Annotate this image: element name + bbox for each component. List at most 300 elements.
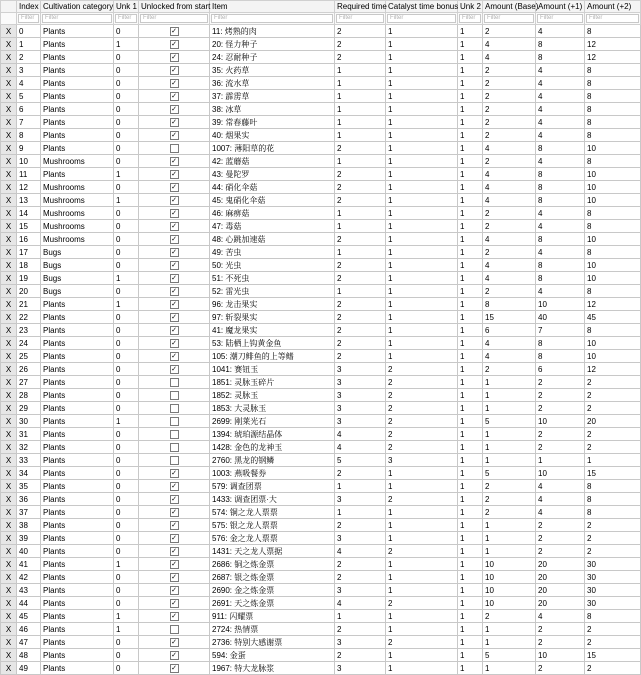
cell-unlocked-from-start[interactable] [139,428,210,441]
filter-input-amount-base[interactable]: Filter [484,14,534,23]
cell-unlocked-from-start[interactable] [139,623,210,636]
unlocked-checkbox[interactable]: ✓ [171,508,177,516]
cell-required-time[interactable]: 4 [335,597,386,610]
cell-item[interactable]: 24: 忍耐种子 [210,51,335,64]
cell-item[interactable]: 2687: 银之炼金票 [210,571,335,584]
cell-amount-plus1[interactable]: 6 [536,363,585,376]
cell-amount-plus2[interactable]: 8 [585,155,641,168]
cell-required-time[interactable]: 3 [335,376,386,389]
cell-amount-plus1[interactable]: 8 [536,168,585,181]
cell-required-time[interactable]: 3 [335,389,386,402]
cell-amount-base[interactable]: 5 [483,415,536,428]
cell-unk2[interactable]: 1 [458,545,483,558]
cell-required-time[interactable]: 1 [335,506,386,519]
cell-amount-plus2[interactable]: 10 [585,181,641,194]
cell-unk2[interactable]: 1 [458,506,483,519]
cell-cultivation-category[interactable]: Plants [41,376,114,389]
cell-unk1[interactable]: 0 [114,259,139,272]
cell-item[interactable]: 579: 调查团票 [210,480,335,493]
cell-catalyst-time-bonus[interactable]: 2 [386,402,458,415]
unlocked-checkbox[interactable]: ✓ [171,300,177,308]
cell-amount-base[interactable]: 1 [483,441,536,454]
cell-required-time[interactable]: 1 [335,480,386,493]
cell-cultivation-category[interactable]: Mushrooms [41,194,114,207]
cell-item[interactable]: 53: 陆栖上钩黄金鱼 [210,337,335,350]
cell-amount-base[interactable]: 1 [483,376,536,389]
cell-amount-plus2[interactable]: 30 [585,571,641,584]
cell-amount-base[interactable]: 8 [483,298,536,311]
unlocked-checkbox[interactable]: ✓ [171,92,177,100]
unlocked-checkbox[interactable]: ✓ [171,209,177,217]
cell-amount-base[interactable]: 2 [483,363,536,376]
delete-row-button[interactable]: X [1,597,17,610]
cell-unk1[interactable]: 0 [114,584,139,597]
delete-row-button[interactable]: X [1,155,17,168]
cell-index[interactable]: 49 [17,662,41,675]
unlocked-checkbox[interactable]: ✓ [171,40,177,48]
cell-amount-plus2[interactable]: 2 [585,402,641,415]
cell-index[interactable]: 18 [17,259,41,272]
cell-amount-base[interactable]: 2 [483,246,536,259]
cell-amount-plus1[interactable]: 4 [536,116,585,129]
delete-row-button[interactable]: X [1,545,17,558]
cell-amount-plus2[interactable]: 8 [585,220,641,233]
cell-index[interactable]: 19 [17,272,41,285]
cell-required-time[interactable]: 2 [335,311,386,324]
unlocked-checkbox[interactable]: ✓ [171,222,177,230]
unlocked-checkbox[interactable]: ✓ [171,157,177,165]
cell-amount-plus2[interactable]: 8 [585,285,641,298]
delete-row-button[interactable]: X [1,441,17,454]
cell-amount-plus1[interactable]: 8 [536,259,585,272]
cell-item[interactable]: 36: 流水草 [210,77,335,90]
cell-item[interactable]: 39: 常春藤叶 [210,116,335,129]
cell-amount-base[interactable]: 2 [483,207,536,220]
cell-unlocked-from-start[interactable] [139,584,210,597]
cell-unk2[interactable]: 1 [458,285,483,298]
cell-required-time[interactable]: 4 [335,545,386,558]
delete-row-button[interactable]: X [1,584,17,597]
cell-amount-plus1[interactable]: 2 [536,428,585,441]
cell-unk1[interactable]: 0 [114,662,139,675]
unlocked-checkbox[interactable]: ✓ [171,53,177,61]
cell-item[interactable]: 51: 不死虫 [210,272,335,285]
cell-unlocked-from-start[interactable] [139,389,210,402]
cell-catalyst-time-bonus[interactable]: 1 [386,181,458,194]
cell-unk2[interactable]: 1 [458,519,483,532]
cell-amount-plus2[interactable]: 2 [585,519,641,532]
cell-amount-base[interactable]: 4 [483,181,536,194]
unlocked-checkbox[interactable]: ✓ [171,248,177,256]
cell-cultivation-category[interactable]: Plants [41,558,114,571]
delete-row-button[interactable]: X [1,233,17,246]
cell-amount-base[interactable]: 4 [483,233,536,246]
cell-amount-plus2[interactable]: 8 [585,116,641,129]
cell-index[interactable]: 34 [17,467,41,480]
cell-amount-plus2[interactable]: 8 [585,246,641,259]
cell-item[interactable]: 1853: 大灵脉玉 [210,402,335,415]
delete-row-button[interactable]: X [1,493,17,506]
cell-amount-plus2[interactable]: 20 [585,415,641,428]
cell-unk2[interactable]: 1 [458,402,483,415]
cell-amount-base[interactable]: 10 [483,558,536,571]
cell-amount-base[interactable]: 1 [483,623,536,636]
cell-catalyst-time-bonus[interactable]: 2 [386,363,458,376]
cell-catalyst-time-bonus[interactable]: 1 [386,38,458,51]
cell-required-time[interactable]: 1 [335,155,386,168]
cell-cultivation-category[interactable]: Plants [41,142,114,155]
cell-required-time[interactable]: 3 [335,584,386,597]
cell-index[interactable]: 15 [17,220,41,233]
filter-input-unlocked-from-start[interactable]: Filter [140,14,208,23]
cell-unk2[interactable]: 1 [458,610,483,623]
column-header-required-time[interactable]: Required time [335,1,386,13]
cell-amount-plus2[interactable]: 30 [585,558,641,571]
cell-amount-base[interactable]: 4 [483,142,536,155]
cell-index[interactable]: 3 [17,64,41,77]
cell-amount-plus2[interactable]: 2 [585,623,641,636]
cell-unk2[interactable]: 1 [458,480,483,493]
cell-index[interactable]: 16 [17,233,41,246]
cell-item[interactable]: 45: 鬼硝化伞菇 [210,194,335,207]
delete-row-button[interactable]: X [1,90,17,103]
cell-unk2[interactable]: 1 [458,142,483,155]
cell-cultivation-category[interactable]: Mushrooms [41,181,114,194]
delete-row-button[interactable]: X [1,467,17,480]
delete-row-button[interactable]: X [1,623,17,636]
cell-unk2[interactable]: 1 [458,376,483,389]
cell-cultivation-category[interactable]: Mushrooms [41,155,114,168]
cell-amount-plus1[interactable]: 10 [536,649,585,662]
cell-unk2[interactable]: 1 [458,259,483,272]
column-header-item[interactable]: Item [210,1,335,13]
cell-unk2[interactable]: 1 [458,350,483,363]
unlocked-checkbox[interactable]: ✓ [171,326,177,334]
delete-row-button[interactable]: X [1,25,17,38]
cell-index[interactable]: 35 [17,480,41,493]
cell-unlocked-from-start[interactable] [139,506,210,519]
cell-index[interactable]: 30 [17,415,41,428]
cell-amount-plus2[interactable]: 8 [585,77,641,90]
cell-index[interactable]: 11 [17,168,41,181]
cell-index[interactable]: 41 [17,558,41,571]
cell-amount-plus2[interactable]: 8 [585,103,641,116]
cell-unk2[interactable]: 1 [458,77,483,90]
cell-cultivation-category[interactable]: Mushrooms [41,207,114,220]
unlocked-checkbox[interactable] [170,430,179,439]
cell-unk1[interactable]: 1 [114,298,139,311]
unlocked-checkbox[interactable]: ✓ [171,66,177,74]
cell-cultivation-category[interactable]: Plants [41,168,114,181]
cell-cultivation-category[interactable]: Plants [41,428,114,441]
cell-index[interactable]: 31 [17,428,41,441]
cell-cultivation-category[interactable]: Bugs [41,246,114,259]
cell-amount-plus1[interactable]: 4 [536,207,585,220]
cell-unk1[interactable]: 0 [114,129,139,142]
cell-unlocked-from-start[interactable] [139,441,210,454]
delete-row-button[interactable]: X [1,181,17,194]
cell-required-time[interactable]: 1 [335,129,386,142]
cell-unk1[interactable]: 0 [114,64,139,77]
filter-input-amount-plus1[interactable]: Filter [537,14,583,23]
cell-amount-base[interactable]: 4 [483,272,536,285]
cell-amount-plus1[interactable]: 4 [536,285,585,298]
cell-item[interactable]: 44: 硝化伞菇 [210,181,335,194]
unlocked-checkbox[interactable] [170,144,179,153]
delete-row-button[interactable]: X [1,311,17,324]
cell-amount-plus1[interactable]: 2 [536,636,585,649]
cell-catalyst-time-bonus[interactable]: 2 [386,493,458,506]
unlocked-checkbox[interactable]: ✓ [171,599,177,607]
cell-unlocked-from-start[interactable] [139,298,210,311]
filter-input-catalyst-time-bonus[interactable]: Filter [387,14,456,23]
cell-unlocked-from-start[interactable] [139,207,210,220]
cell-amount-plus2[interactable]: 8 [585,506,641,519]
cell-index[interactable]: 45 [17,610,41,623]
cell-unlocked-from-start[interactable] [139,467,210,480]
unlocked-checkbox[interactable] [170,404,179,413]
cell-cultivation-category[interactable]: Plants [41,38,114,51]
cell-amount-base[interactable]: 2 [483,103,536,116]
cell-item[interactable]: 96: 龙击果实 [210,298,335,311]
cell-catalyst-time-bonus[interactable]: 1 [386,233,458,246]
cell-item[interactable]: 1851: 灵脉玉碎片 [210,376,335,389]
cell-item[interactable]: 46: 麻痹菇 [210,207,335,220]
cell-catalyst-time-bonus[interactable]: 1 [386,519,458,532]
cell-catalyst-time-bonus[interactable]: 1 [386,168,458,181]
cell-unk1[interactable]: 0 [114,506,139,519]
cell-unk2[interactable]: 1 [458,649,483,662]
cell-amount-base[interactable]: 2 [483,493,536,506]
cell-cultivation-category[interactable]: Plants [41,103,114,116]
cell-amount-plus1[interactable]: 20 [536,584,585,597]
cell-unk1[interactable]: 0 [114,363,139,376]
cell-item[interactable]: 50: 光虫 [210,259,335,272]
unlocked-checkbox[interactable]: ✓ [171,274,177,282]
cell-amount-plus2[interactable]: 2 [585,662,641,675]
cell-unlocked-from-start[interactable] [139,545,210,558]
cell-index[interactable]: 24 [17,337,41,350]
cell-required-time[interactable]: 3 [335,402,386,415]
delete-row-button[interactable]: X [1,376,17,389]
cell-cultivation-category[interactable]: Plants [41,324,114,337]
cell-unk1[interactable]: 0 [114,454,139,467]
cell-item[interactable]: 1007: 薄阳草的花 [210,142,335,155]
cell-amount-plus1[interactable]: 4 [536,506,585,519]
cell-item[interactable]: 35: 火药草 [210,64,335,77]
unlocked-checkbox[interactable] [170,625,179,634]
cell-item[interactable]: 2690: 金之炼金票 [210,584,335,597]
cell-unk2[interactable]: 1 [458,571,483,584]
cell-required-time[interactable]: 2 [335,571,386,584]
cell-unk1[interactable]: 1 [114,415,139,428]
cell-item[interactable]: 2691: 天之炼金票 [210,597,335,610]
cell-amount-plus1[interactable]: 20 [536,597,585,610]
cell-cultivation-category[interactable]: Mushrooms [41,233,114,246]
cell-unlocked-from-start[interactable] [139,493,210,506]
cell-index[interactable]: 44 [17,597,41,610]
cell-catalyst-time-bonus[interactable]: 1 [386,532,458,545]
cell-catalyst-time-bonus[interactable]: 1 [386,649,458,662]
cell-required-time[interactable]: 1 [335,64,386,77]
cell-amount-plus1[interactable]: 4 [536,64,585,77]
cell-item[interactable]: 47: 毒菇 [210,220,335,233]
unlocked-checkbox[interactable]: ✓ [171,469,177,477]
cell-catalyst-time-bonus[interactable]: 1 [386,467,458,480]
column-header-amount-plus1[interactable]: Amount (+1) [536,1,585,13]
cell-amount-plus2[interactable]: 10 [585,337,641,350]
unlocked-checkbox[interactable]: ✓ [171,313,177,321]
unlocked-checkbox[interactable]: ✓ [171,547,177,555]
cell-item[interactable]: 11: 烤熟的肉 [210,25,335,38]
cell-cultivation-category[interactable]: Plants [41,571,114,584]
cell-unk2[interactable]: 1 [458,90,483,103]
cell-unk2[interactable]: 1 [458,324,483,337]
cell-amount-base[interactable]: 2 [483,610,536,623]
cell-required-time[interactable]: 2 [335,324,386,337]
cell-amount-plus1[interactable]: 2 [536,441,585,454]
cell-unlocked-from-start[interactable] [139,220,210,233]
cell-amount-plus2[interactable]: 2 [585,636,641,649]
cell-amount-base[interactable]: 10 [483,584,536,597]
cell-unlocked-from-start[interactable] [139,311,210,324]
unlocked-checkbox[interactable]: ✓ [171,482,177,490]
cell-item[interactable]: 575: 银之龙人票票 [210,519,335,532]
cell-amount-plus1[interactable]: 8 [536,272,585,285]
column-header-unk1[interactable]: Unk 1 [114,1,139,13]
cell-amount-plus1[interactable]: 8 [536,233,585,246]
cell-unk2[interactable]: 1 [458,441,483,454]
cell-amount-base[interactable]: 4 [483,337,536,350]
unlocked-checkbox[interactable]: ✓ [171,573,177,581]
delete-row-button[interactable]: X [1,285,17,298]
cell-catalyst-time-bonus[interactable]: 2 [386,415,458,428]
cell-required-time[interactable]: 1 [335,220,386,233]
cell-unlocked-from-start[interactable] [139,194,210,207]
cell-item[interactable]: 42: 蓝蘑菇 [210,155,335,168]
unlocked-checkbox[interactable]: ✓ [171,534,177,542]
cell-catalyst-time-bonus[interactable]: 3 [386,454,458,467]
cell-unk1[interactable]: 0 [114,597,139,610]
cell-unk2[interactable]: 1 [458,181,483,194]
cell-index[interactable]: 27 [17,376,41,389]
cell-amount-plus2[interactable]: 8 [585,25,641,38]
cell-unk1[interactable]: 0 [114,311,139,324]
cell-unk1[interactable]: 0 [114,246,139,259]
cell-amount-plus2[interactable]: 30 [585,597,641,610]
cell-catalyst-time-bonus[interactable]: 1 [386,350,458,363]
cell-unk2[interactable]: 1 [458,493,483,506]
cell-required-time[interactable]: 1 [335,90,386,103]
cell-unlocked-from-start[interactable] [139,610,210,623]
cell-catalyst-time-bonus[interactable]: 1 [386,51,458,64]
cell-cultivation-category[interactable]: Plants [41,467,114,480]
cell-catalyst-time-bonus[interactable]: 1 [386,324,458,337]
cell-amount-plus2[interactable]: 10 [585,142,641,155]
cell-item[interactable]: 52: 雷光虫 [210,285,335,298]
cell-amount-plus2[interactable]: 1 [585,454,641,467]
delete-row-button[interactable]: X [1,610,17,623]
cell-index[interactable]: 48 [17,649,41,662]
cell-amount-base[interactable]: 1 [483,389,536,402]
cell-cultivation-category[interactable]: Plants [41,662,114,675]
cell-unk2[interactable]: 1 [458,155,483,168]
cell-unk1[interactable]: 0 [114,428,139,441]
cell-cultivation-category[interactable]: Plants [41,415,114,428]
cell-catalyst-time-bonus[interactable]: 1 [386,142,458,155]
cell-cultivation-category[interactable]: Plants [41,623,114,636]
cell-amount-plus1[interactable]: 8 [536,51,585,64]
cell-required-time[interactable]: 2 [335,142,386,155]
unlocked-checkbox[interactable] [170,417,179,426]
cell-cultivation-category[interactable]: Plants [41,311,114,324]
cell-unlocked-from-start[interactable] [139,324,210,337]
unlocked-checkbox[interactable]: ✓ [171,170,177,178]
cell-amount-base[interactable]: 5 [483,649,536,662]
cell-catalyst-time-bonus[interactable]: 2 [386,545,458,558]
cell-unlocked-from-start[interactable] [139,246,210,259]
unlocked-checkbox[interactable] [170,391,179,400]
unlocked-checkbox[interactable] [170,378,179,387]
cell-cultivation-category[interactable]: Plants [41,545,114,558]
cell-unk1[interactable]: 1 [114,558,139,571]
cell-unlocked-from-start[interactable] [139,571,210,584]
cell-item[interactable]: 576: 金之龙人票票 [210,532,335,545]
cell-cultivation-category[interactable]: Plants [41,649,114,662]
cell-unk1[interactable]: 0 [114,532,139,545]
cell-index[interactable]: 17 [17,246,41,259]
cell-required-time[interactable]: 2 [335,51,386,64]
cell-index[interactable]: 4 [17,77,41,90]
cell-catalyst-time-bonus[interactable]: 2 [386,428,458,441]
cell-amount-base[interactable]: 2 [483,220,536,233]
cell-index[interactable]: 5 [17,90,41,103]
cell-catalyst-time-bonus[interactable]: 2 [386,376,458,389]
cell-unlocked-from-start[interactable] [139,558,210,571]
unlocked-checkbox[interactable]: ✓ [171,287,177,295]
cell-catalyst-time-bonus[interactable]: 1 [386,584,458,597]
cell-amount-plus2[interactable]: 8 [585,90,641,103]
unlocked-checkbox[interactable]: ✓ [171,131,177,139]
cell-index[interactable]: 32 [17,441,41,454]
cell-item[interactable]: 38: 冰草 [210,103,335,116]
cell-unlocked-from-start[interactable] [139,155,210,168]
cell-index[interactable]: 36 [17,493,41,506]
cell-required-time[interactable]: 2 [335,350,386,363]
cell-amount-base[interactable]: 2 [483,90,536,103]
cell-unlocked-from-start[interactable] [139,168,210,181]
cell-catalyst-time-bonus[interactable]: 1 [386,246,458,259]
cell-item[interactable]: 2736: 特别大感谢票 [210,636,335,649]
cell-amount-plus2[interactable]: 10 [585,233,641,246]
cell-catalyst-time-bonus[interactable]: 1 [386,571,458,584]
cell-unk1[interactable]: 1 [114,272,139,285]
cell-catalyst-time-bonus[interactable]: 1 [386,558,458,571]
cell-unk1[interactable]: 0 [114,467,139,480]
cell-unlocked-from-start[interactable] [139,649,210,662]
cell-index[interactable]: 23 [17,324,41,337]
cell-amount-plus1[interactable]: 2 [536,402,585,415]
delete-row-button[interactable]: X [1,272,17,285]
cell-unk2[interactable]: 1 [458,337,483,350]
cell-cultivation-category[interactable]: Plants [41,129,114,142]
delete-row-button[interactable]: X [1,116,17,129]
cell-unk1[interactable]: 0 [114,389,139,402]
cell-amount-plus1[interactable]: 8 [536,337,585,350]
cell-unk1[interactable]: 0 [114,116,139,129]
cell-unlocked-from-start[interactable] [139,519,210,532]
cell-index[interactable]: 9 [17,142,41,155]
